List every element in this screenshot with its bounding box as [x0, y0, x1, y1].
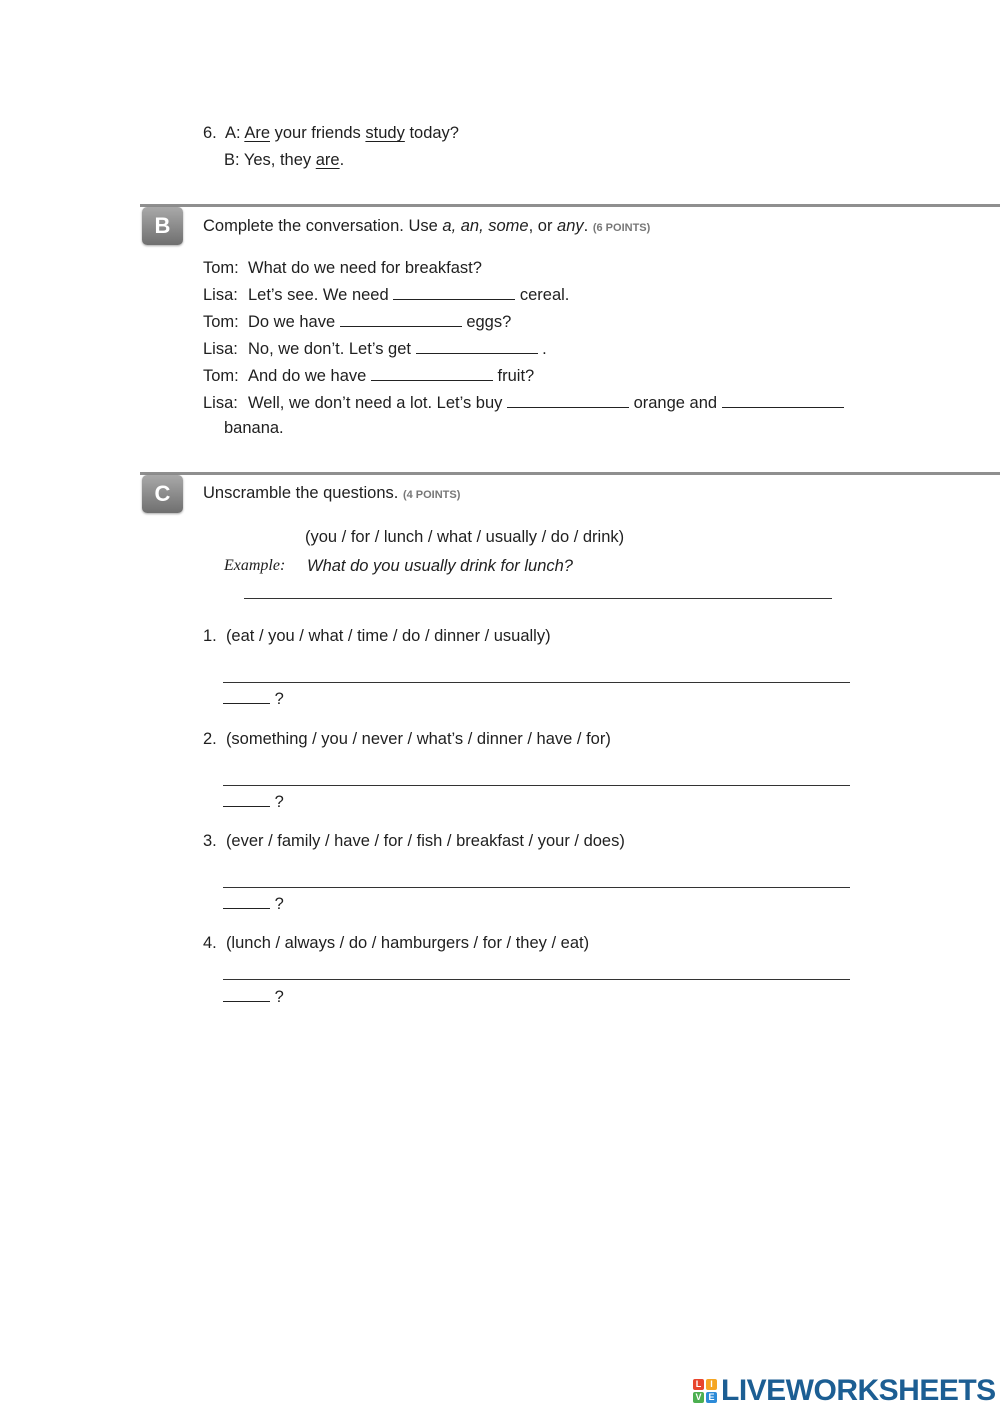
conversation-line: Tom: Do we have eggs? — [203, 313, 512, 331]
logo-letter: L — [693, 1379, 704, 1390]
example-underline — [244, 598, 832, 599]
example-answer: What do you usually drink for lunch? — [307, 557, 573, 575]
section-c-instruction: Unscramble the questions. (4 POINTS) — [203, 484, 461, 502]
blank-input[interactable] — [393, 287, 515, 300]
section-b-points: (6 POINTS) — [592, 222, 651, 234]
blank-input[interactable] — [371, 368, 493, 381]
blank-input[interactable] — [507, 395, 629, 408]
answer-line-tail[interactable] — [223, 794, 270, 807]
section-c-points: (4 POINTS) — [402, 489, 461, 501]
conversation-line: Tom: And do we have fruit? — [203, 367, 535, 385]
section-b-instruction: Complete the conversation. Use a, an, some, or any. (6 POINTS) — [203, 217, 651, 235]
answer-line[interactable] — [223, 887, 850, 888]
question-prompt: 3. (ever / family / have / for / fish / breakfast / your / does) — [203, 832, 625, 850]
answer-line-tail[interactable] — [223, 691, 270, 704]
example-label: Example: — [224, 557, 286, 574]
logo-letter: I — [706, 1379, 717, 1390]
question-prompt: 1. (eat / you / what / time / do / dinner / usually) — [203, 627, 551, 645]
logo-letter: V — [693, 1392, 704, 1403]
answer-line[interactable] — [223, 682, 850, 683]
answer-line-end: ? — [223, 988, 284, 1007]
answer-line-end: ? — [223, 690, 284, 709]
conversation-line: Lisa: Let’s see. We need cereal. — [203, 286, 570, 304]
answer-line[interactable] — [223, 785, 850, 786]
answer-line-end: ? — [223, 793, 284, 812]
question-prompt: 2. (something / you / never / what’s / dinner / have / for) — [203, 730, 611, 748]
conversation-line: Lisa: No, we don’t. Let’s get . — [203, 340, 547, 358]
answer-line[interactable] — [223, 979, 850, 980]
answer-are: Are — [244, 124, 270, 142]
blank-input[interactable] — [340, 314, 462, 327]
section-b-divider — [140, 204, 1000, 207]
section-c-divider — [140, 472, 1000, 475]
liveworksheets-logo[interactable] — [693, 1376, 996, 1406]
answer-are-2: are — [315, 151, 340, 169]
answer-line-end: ? — [223, 895, 284, 914]
answer-line-tail[interactable] — [223, 896, 270, 909]
blank-input[interactable] — [722, 395, 844, 408]
blank-input[interactable] — [416, 341, 538, 354]
answer-line-tail[interactable] — [223, 989, 270, 1002]
section-c-badge: C — [142, 475, 183, 513]
logo-mark-icon — [693, 1379, 717, 1403]
logo-text: LIVEWORKSHEETS — [721, 1374, 996, 1407]
question-prompt: 4. (lunch / always / do / hamburgers / for / they / eat) — [203, 934, 590, 952]
logo-letter: E — [706, 1392, 717, 1403]
conversation-line: Lisa: Well, we don’t need a lot. Let’s buy orange and — [203, 394, 844, 413]
item-6-answer: B: Yes, they are. — [224, 151, 345, 169]
section-b-badge: B — [142, 207, 183, 245]
answer-study: study — [365, 124, 405, 142]
conversation-line-continued: banana. — [224, 419, 284, 437]
example-prompt: (you / for / lunch / what / usually / do / drink) — [305, 528, 625, 546]
conversation-line: Tom: What do we need for breakfast? — [203, 259, 482, 277]
item-6-question: 6. A: Are your friends study today? — [203, 124, 459, 142]
